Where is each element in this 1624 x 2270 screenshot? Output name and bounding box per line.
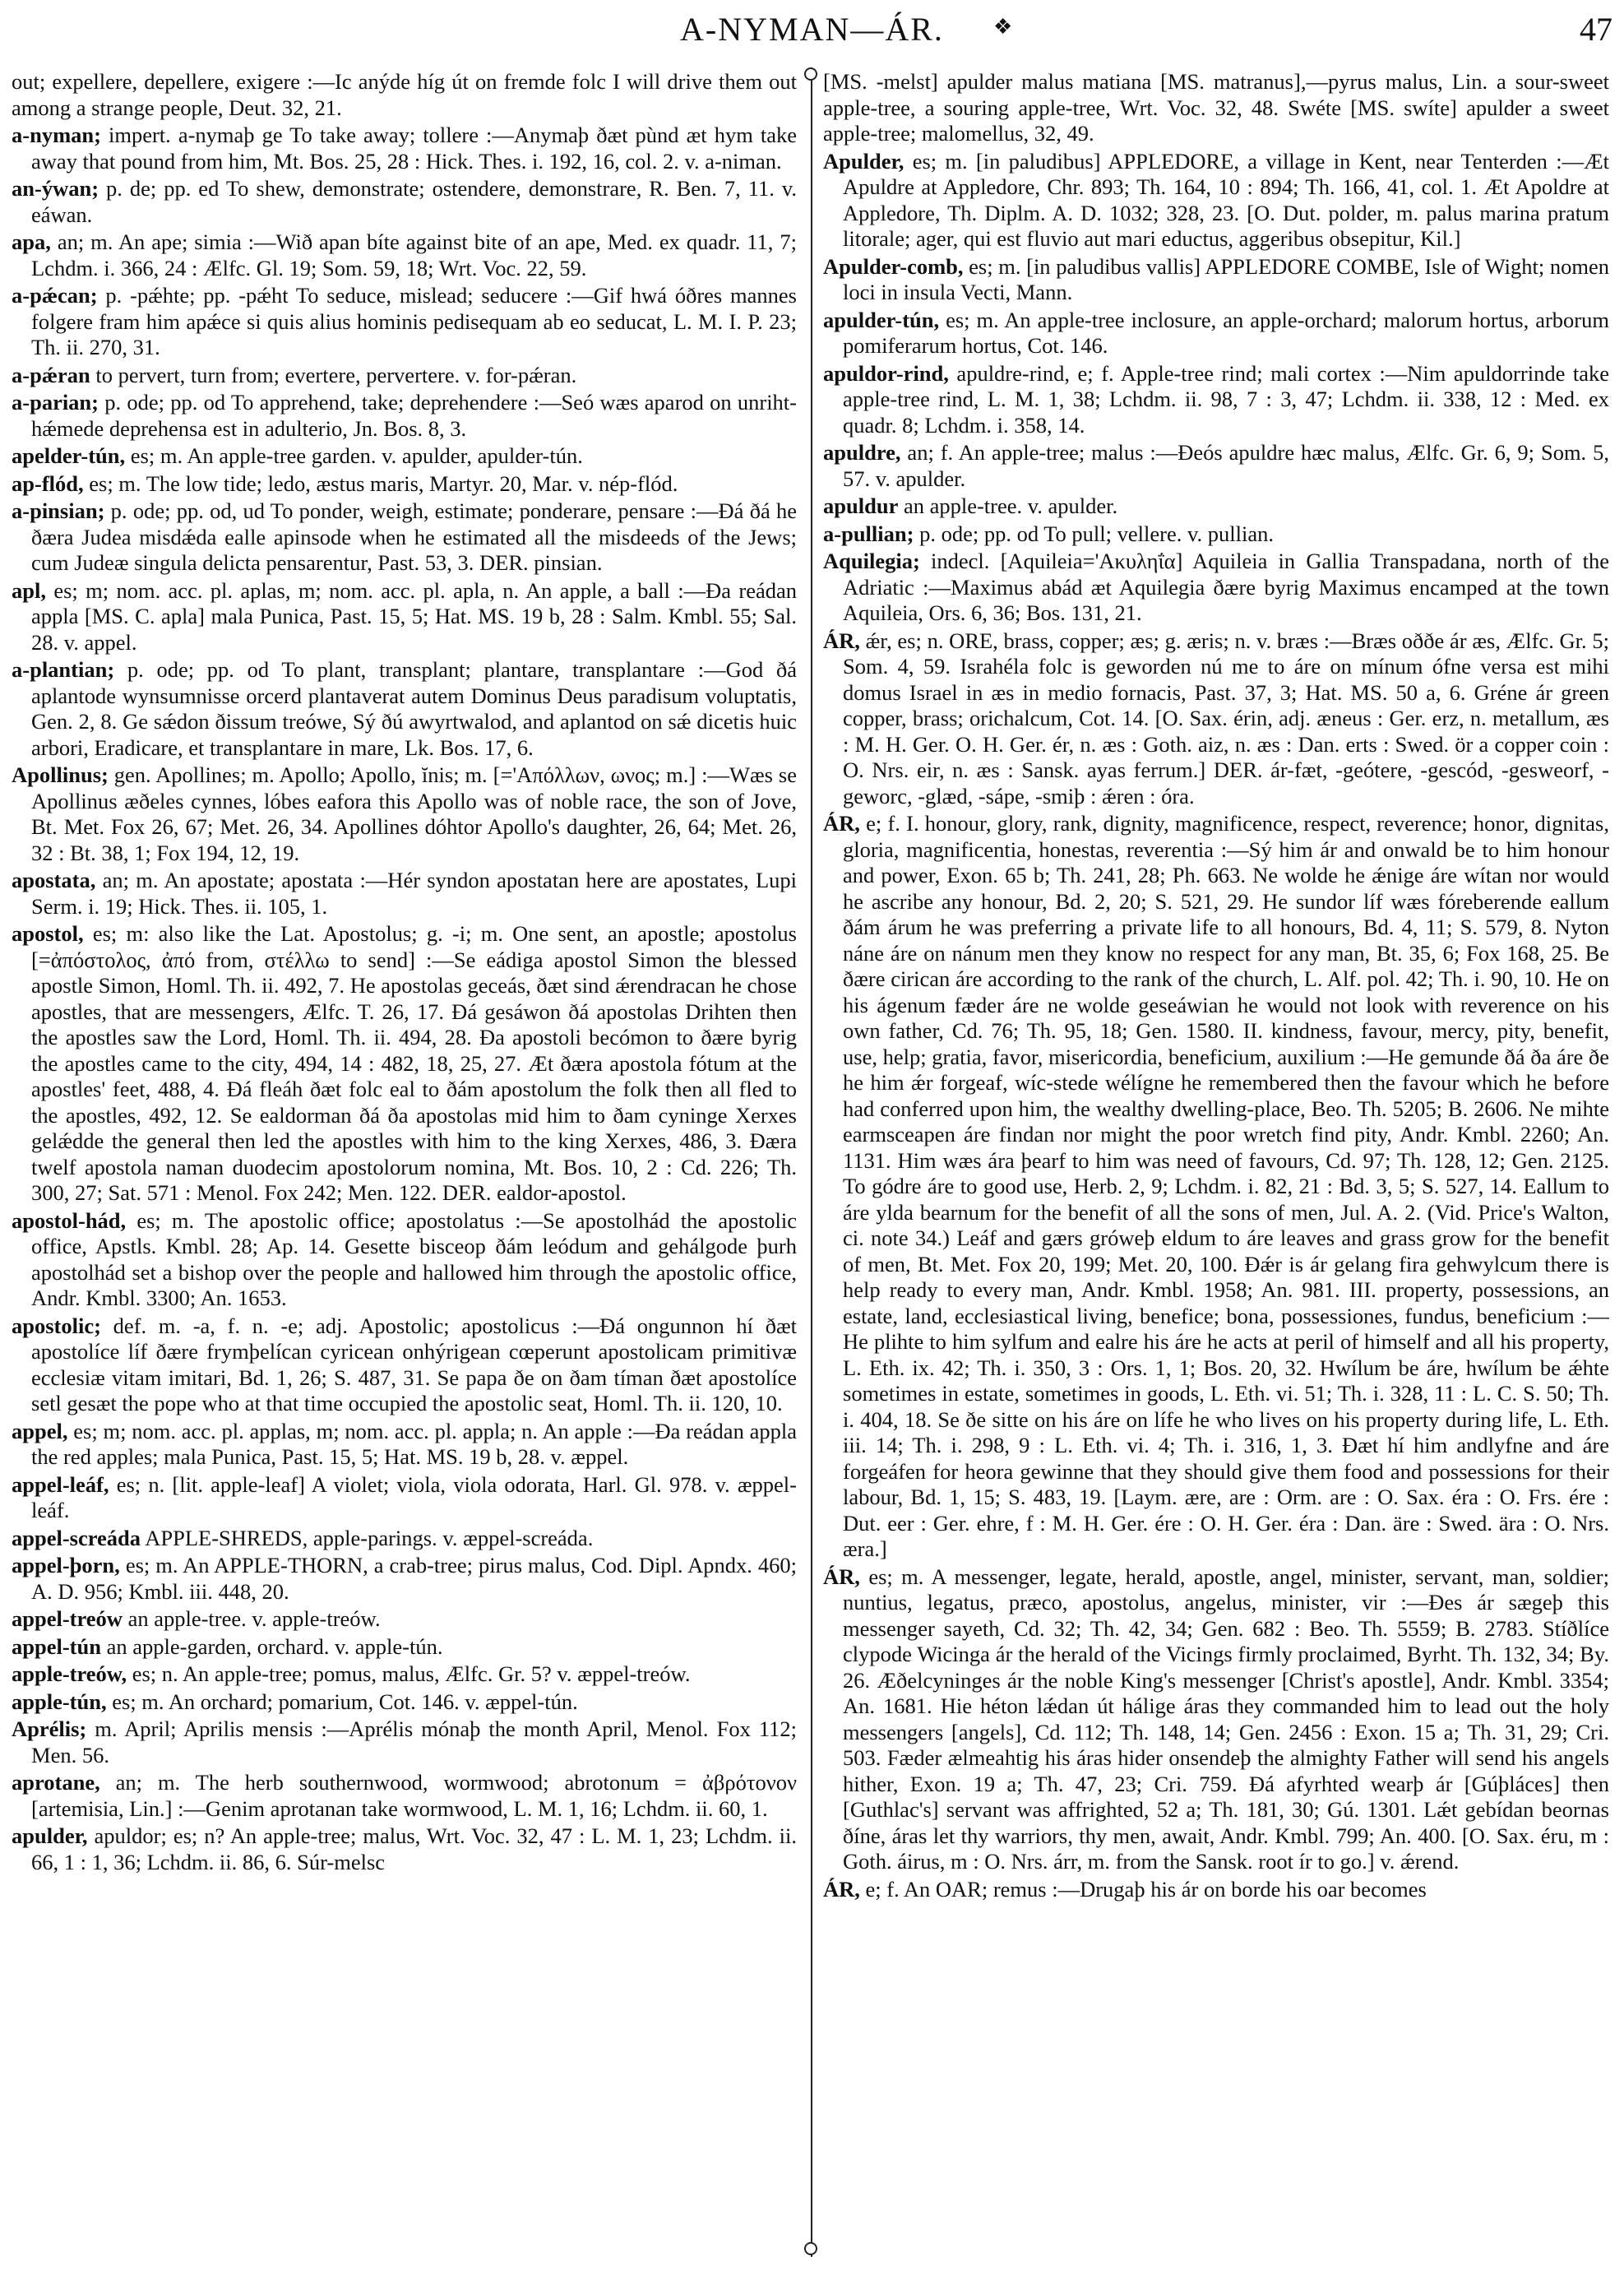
dictionary-entry <box>823 493 1609 520</box>
entry-headword: ÁR, <box>823 1564 860 1589</box>
entry-headword: apple-treów, <box>12 1661 127 1686</box>
dictionary-entry <box>12 229 797 281</box>
dictionary-entry <box>12 283 797 361</box>
entry-headword: apulder, <box>12 1823 88 1848</box>
dictionary-entry <box>12 498 797 577</box>
fleuron-ornament-icon: ❖ <box>993 15 1013 39</box>
entry-headword: appel-screáda <box>12 1525 141 1550</box>
dictionary-entry <box>12 471 797 498</box>
entry-definition: an; f. An apple-tree; malus :—Ðeós apuldre hæc malus, Ælfc. Gr. 6, 9; Som. 5, 57. v. apulder. <box>843 440 1609 491</box>
entry-headword: apl, <box>12 577 46 603</box>
entry-headword: a-pǽcan; <box>12 283 98 308</box>
entry-definition: apuldor; es; n? An apple-tree; malus, Wrt. Voc. 32, 47 : L. M. 1, 23; Lchdm. ii. 66, 1 : 1, 36; Lchdm. ii. 86, 6. Súr-melsc <box>31 1823 797 1874</box>
entry-headword: apostol, <box>12 921 84 946</box>
dictionary-entry <box>823 811 1609 1563</box>
dictionary-entry <box>823 628 1609 810</box>
dictionary-entry <box>12 921 797 1207</box>
entry-definition: p. ode; pp. od To plant, transplant; plantare, transplantare :—God ðá aplantode wynsumnisse orcerd plantaverat autem Dominus Deus paradisum voluptatis, Gen. 2, 8. Ge sǽdon ðissum treówe, Sý ðú awyrtwalod, and aplantod on sǽ dicetis huic arbori, Eradicare, et transplantare in mare, Lk. Bos. 17, 6. <box>31 657 797 760</box>
entry-headword: a-pullian; <box>823 521 914 546</box>
page-number: 47 <box>1580 11 1612 48</box>
dictionary-entry <box>12 1526 797 1552</box>
entry-definition: e; f. I. honour, glory, rank, dignity, magnificence, respect, reverence; honor, dignitas, gloria, magnificentia, honestas, reverentia :—Sý him ár and onwald be to him honour and power, Exon. 65 b; Th. 241, 28; Ph. 663. Ne wolde he ǽnige áre wítan nor would he ascribe any honour, Bd. 2, 20; S. 521, 29. He sundor líf wæs fóreberende eallum ðám árum he was preferring a private life to all honours, Bd. 4, 11; S. 579, 8. Nyton náne áre on nánum men they know no respect for any man, Bt. 35, 6; Fox 168, 25. Be ðære cirican áre according to the rank of the church, L. Alf. pol. 42; Th. i. 90, 10. He on his ágenum fæder áre ne wolde geseáwian he would not look with reverence on his own father, Cd. 76; Th. 95, 18; Gen. 1580. II. kindness, favour, mercy, pity, benefit, use, help; gratia, favor, misericordia, beneficium, auxilium :—He gemunde ðá ða áre ðe he him ǽr forgeaf, wíc-stede wélígne he remembered then the favour which he before had conferred upon him, the wealthy dwelling-place, Beo. Th. 5205; B. 2606. Ne mihte earmsceapen áre findan nor might the poor wretch find pity, Andr. Kmbl. 2260; An. 1131. Him wæs ára þearf to him was need of favours, Cd. 97; Th. 128, 12; Gen. 2125. To gódre áre to good use, Herb. 2, 9; Lchdm. i. 82, 21 : Bd. 3, 5; S. 527, 14. Eallum to áre ylda bearnum for the benefit of all the sons of men, Jul. A. 2. (Vid. Price's Walton, ci. note 34.) Leáf and gærs gróweþ eldum to áre leaves and grass grow for the benefit of men, Bt. Met. Fox 20, 199; Met. 20, 100. Ðǽr is ár gelang fira gehwylcum there is help ready to every man, Andr. Kmbl. 1958; An. 981. III. property, possessions, an estate, land, ecclesiastical living, benefice; bona, possessiones, fundus, beneficium :—He plihte to him sylfum and ealre his áre he acts at peril of himself and all his property, L. Eth. ix. 42; Th. i. 350, 3 : Ors. 1, 1; Bos. 20, 32. Hwílum be áre, hwílum be ǽhte sometimes in estate, sometimes in goods, L. Eth. vi. 51; Th. i. 328, 11 : L. C. S. 50; Th. i. 404, 18. Se ðe sitte on his áre on lífe he who lives on his property during life, L. Eth. iii. 14; Th. i. 298, 9 : L. Eth. vi. 4; Th. i. 316, 1, 3. Ðæt hí him andlyfne and áre forgeáfen for heora gewinne that they should give them food and possessions for their labour, Bd. 1, 15; S. 483, 19. [Laym. ære, are : Orm. are : O. Sax. éra : O. Frs. ére : Dut. eer : Ger. ehre, f : M. H. Ger. ére : O. H. Ger. éra : Dan. äre : Swed. ära : O. Nrs. æra.] <box>843 811 1609 1561</box>
dictionary-entry <box>823 149 1609 252</box>
entry-definition: p. -pǽhte; pp. -pǽht To seduce, mislead; seducere :—Gif hwá óðres mannes folgere fram him apǽce si quis alius hominis pedisequam ab eo seducat, L. M. I. P. 23; Th. ii. 270, 31. <box>31 283 797 359</box>
right-column <box>823 69 1609 2257</box>
entry-headword: apostata, <box>12 868 96 892</box>
dictionary-entry <box>12 1208 797 1312</box>
entry-definition: out; expellere, depellere, exigere :—Ic anýde híg út on fremde folc I will drive them out among a strange people, Deut. 32, 21. <box>12 69 797 120</box>
entry-headword: an-ýwan; <box>12 176 99 201</box>
dictionary-entry <box>12 176 797 228</box>
dictionary-entry <box>12 1716 797 1768</box>
entry-definition: an apple-garden, orchard. v. apple-tún. <box>100 1633 443 1659</box>
entry-definition: es; m. An apple-tree garden. v. apulder, apulder-tún. <box>125 443 583 468</box>
entry-headword: appel-treów <box>12 1606 123 1631</box>
entry-definition: ǽr, es; n. ORE, brass, copper; æs; g. æris; n. v. bræs :—Bræs oððe ár æs, Ælfc. Gr. 5; Som. 4, 59. Israhéla folc is geworden nú me to áre on mínum ófne versa est mihi domus Israel in æs in medio fornacis, Past. 37, 3; Hat. MS. 50 a, 6. Gréne ár green copper, brass; orichalcum, Cot. 14. [O. Sax. érin, adj. æneus : Ger. erz, n. metallum, æs : M. H. Ger. O. H. Ger. ér, n. æs : Goth. aiz, n. æs : Dan. erts : Swed. ör a copper coin : O. Nrs. eir, n. æs : Sansk. ayas ferrum.] DER. ár-fæt, -geótere, -gescód, -gesweorf, -geworc, -glæd, -sápe, -smiþ : ǽren : óra. <box>843 628 1609 808</box>
entry-definition: APPLE-SHREDS, apple-parings. v. æppel-screáda. <box>141 1525 594 1550</box>
entry-definition: m. April; Aprilis mensis :—Aprélis mónaþ the month April, Menol. Fox 112; Men. 56. <box>31 1716 797 1767</box>
entry-headword: a-parian; <box>12 390 99 415</box>
entry-definition: gen. Apollines; m. Apollo; Apollo, ĭnis; m. [='Απόλλων, ωνος; m.] :—Wæs se Apollinus æðeles cynnes, lóbes eafora this Apollo was of noble race, the son of Jove, Bt. Met. Fox 26, 67; Met. 26, 34. Apollines dóhtor Apollo's daughter, 26, 64; Met. 26, 32 : Bt. 38, 1; Fox 194, 12, 19. <box>31 762 797 865</box>
entry-definition: an; m. The herb southernwood, wormwood; abrotonum = ἀβρότονον [artemisia, Lin.] :—Genim aprotanan take wormwood, L. M. 1, 16; Lchdm. ii. 60, 1. <box>31 1770 797 1821</box>
dictionary-entry <box>12 1313 797 1417</box>
entry-definition: es; m. The low tide; ledo, æstus maris, Martyr. 20, Mar. v. nép-flód. <box>83 470 678 496</box>
entry-headword: ÁR, <box>823 811 860 836</box>
entry-headword: apostol-hád, <box>12 1207 127 1233</box>
entry-definition: es; n. [lit. apple-leaf] A violet; viola, viola odorata, Harl. Gl. 978. v. æppel-leáf. <box>31 1471 797 1522</box>
entry-headword: apostolic; <box>12 1313 101 1338</box>
entry-definition: es; m. An apple-tree inclosure, an apple-orchard; malorum hortus, arborum pomiferarum hortus, Cot. 146. <box>843 307 1609 358</box>
divider-bottom-ornament-icon <box>804 2242 817 2255</box>
dictionary-entry <box>823 1564 1609 1875</box>
entry-definition: an; m. An ape; simia :—Wið apan bíte against bite of an ape, Med. ex quadr. 11, 7; Lchdm. i. 366, 24 : Ælfc. Gl. 19; Som. 59, 18; Wrt. Voc. 22, 59. <box>31 229 797 280</box>
dictionary-entry <box>12 1661 797 1688</box>
entry-definition: es; m; nom. acc. pl. aplas, m; nom. acc. pl. apla, n. An apple, a ball :—Ða reádan appla [MS. C. apla] mala Punica, Past. 15, 5; Hat. MS. 19 b, 28 : Salm. Kmbl. 55; Sal. 28. v. appel. <box>31 577 797 655</box>
dictionary-entry <box>823 361 1609 439</box>
entry-definition: es; n. An apple-tree; pomus, malus, Ælfc. Gr. 5? v. æppel-treów. <box>127 1661 691 1686</box>
entry-definition: p. ode; pp. od To apprehend, take; deprehendere :—Seó wæs aparod on unriht-hǽmede deprehensa est in adulterio, Jn. Bos. 8, 3. <box>31 390 797 441</box>
dictionary-entry <box>12 1823 797 1875</box>
entry-headword: a-plantian; <box>12 657 115 682</box>
entry-headword: a-pinsian; <box>12 498 105 523</box>
dictionary-entry <box>12 1634 797 1661</box>
entry-headword: Aquilegia; <box>823 549 920 573</box>
entry-definition: es; m: also like the Lat. Apostolus; g. -i; m. One sent, an apostle; apostolus [=ἀπόστολος, ἀπό from, στέλλω to send] :—Se eádiga apostol Simon the blessed apostle Simon, Homl. Th. ii. 492, 7. He apostolas geceás, ðæt sind ǽrendracan he chose apostles, that are messengers, Ælfc. T. 26, 17. Ðá gesáwon ðá apostolas Drihten then the apostles saw the Lord, Homl. Th. ii. 494, 28. Ða apostoli becómon to ðære byrig the apostles came to the city, 494, 14 : 482, 18, 25, 27. Æt ðæra apostola fótum at the apostles' feet, 488, 4. Ðá fleáh ðæt folc eal to ðám apostolum the folk then all fled to the apostles, 492, 12. Se ealdorman ðá ða apostolas mid him to ðam cyninge Xerxes gelǽdde the general then led the apostles with him to the king Xerxes, 486, 3. Ðæra twelf apostola naman duodecim apostolorum nomina, Mt. Bos. 10, 2 : Cd. 226; Th. 300, 27; Sat. 571 : Menol. Fox 242; Men. 122. DER. ealdor-apostol. <box>31 921 797 1205</box>
entry-headword: ap-flód, <box>12 470 84 496</box>
entry-definition: apuldre-rind, e; f. Apple-tree rind; mali cortex :—Nim apuldorrinde take apple-tree rind, L. M. 1, 38; Lchdm. ii. 98, 7 : 3, 47; Lchdm. ii. 338, 12 : Med. ex quadr. 8; Lchdm. i. 358, 14. <box>843 360 1609 438</box>
entry-definition: es; m. The apostolic office; apostolatus :—Se apostolhád the apostolic office, Apstls. Kmbl. 28; Ap. 14. Gesette bisceop ðám leódum and gehálgode þurh apostolhád set a bishop over the people and hallowed him through the apostolic office, Andr. Kmbl. 3300; An. 1653. <box>31 1207 797 1310</box>
entry-definition: es; m. [in paludibus] APPLEDORE, a village in Kent, near Tenterden :—Æt Apuldre at Appledore, Chr. 893; Th. 164, 10 : 894; Th. 166, 41, col. 1. Æt Apoldre at Appledore, Th. Diplm. A. D. 1032; 328, 23. [O. Dut. polder, m. palus marina pratum litorale; ager, qui est fluvio aut mari eductus, aggeribus obsepitur, Kil.] <box>843 148 1609 251</box>
entry-definition: es; m. An APPLE-THORN, a crab-tree; pirus malus, Cod. Dipl. Apndx. 460; A. D. 956; Kmbl. iii. 448, 20. <box>31 1553 797 1604</box>
entry-definition: to pervert, turn from; evertere, pervertere. v. for-pǽran. <box>90 362 577 387</box>
entry-headword: appel-þorn, <box>12 1553 120 1577</box>
entry-headword: Apulder, <box>823 148 905 174</box>
dictionary-entry <box>823 69 1609 147</box>
entry-headword: Apulder-comb, <box>823 253 964 279</box>
dictionary-entry <box>12 1606 797 1633</box>
left-column <box>12 69 797 2257</box>
entry-definition: an apple-tree. v. apulder. <box>898 493 1118 518</box>
entry-definition: es; m. A messenger, legate, herald, apostle, angel, minister, servant, man, soldier; nuntius, legatus, præco, apostolus, angelus, minister, vir :—Ðes ár sægeþ this messenger sayeth, Cd. 32; Th. 42, 34; Gen. 682 : Beo. Th. 5559; B. 2783. Stíðlíce clypode Wicinga ár the herald of the Vicings firmly proclaimed, Byrht. Th. 132, 34; By. 26. Æðelcyninges ár the noble King's messenger [Christ's apostle], Andr. Kmbl. 3354; An. 1681. Hie héton lǽdan út hálige áras they commanded him to lead out the holy messengers [angels], Cd. 112; Th. 148, 14; Gen. 2456 : Exon. 15 a; Th. 31, 29; Cri. 503. Fæder ælmeahtig his áras hider onsendeþ the almighty Father will send his angels hither, Exon. 19 a; Th. 47, 23; Cri. 759. Ðá afyrhted wearþ ár [Gúþláces] then [Guthlac's] servant was affrighted, 52 a; Th. 181, 30; Gú. 1301. Lǽt gebídan beornas ðíne, áras let thy warriors, thy men, await, Andr. Kmbl. 799; An. 400. [O. Sax. éru, m : Goth. áirus, m : O. Nrs. árr, m. from the Sansk. root ír to go.] v. ǽrend. <box>843 1564 1609 1874</box>
entry-definition: p. ode; pp. od To pull; vellere. v. pullian. <box>914 521 1274 546</box>
entry-definition: def. m. -a, f. n. -e; adj. Apostolic; apostolicus :—Ðá ongunnon hí ðæt apostolíce líf ðære frymþelícan cyricean onhýrigean cœperunt apostolicam primitivæ ecclesiæ vitam imitari, Bd. 1, 26; S. 487, 31. Se papa ðe on ðam tíman ðæt apostolíce setl gesæt the pope who at that time occupied the apostolic seat, Homl. Th. ii. 120, 10. <box>31 1313 797 1415</box>
entry-definition: [MS. -melst] apulder malus matiana [MS. matranus],—pyrus malus, Lin. a sour-sweet apple-tree, a souring apple-tree, Wrt. Voc. 32, 48. Swéte [MS. swíte] apulder a sweet apple-tree; malomellus, 32, 49. <box>823 69 1609 146</box>
entry-headword: apuldre, <box>823 440 901 465</box>
entry-definition: an apple-tree. v. apple-treów. <box>122 1606 381 1631</box>
running-title: A-NYMAN—ÁR. <box>680 11 944 48</box>
entry-headword: appel, <box>12 1418 68 1443</box>
dictionary-entry <box>12 123 797 174</box>
entry-definition: es; m; nom. acc. pl. applas, m; nom. acc. pl. appla; n. An apple :—Ða reádan appla the red apples; mala Punica, Past. 15, 5; Hat. MS. 19 b, 28. v. æppel. <box>31 1418 797 1469</box>
dictionary-entry <box>823 308 1609 359</box>
entry-headword: apa, <box>12 229 51 254</box>
entry-headword: apuldur <box>823 493 899 518</box>
entry-headword: appel-leáf, <box>12 1471 109 1497</box>
dictionary-entry <box>12 443 797 470</box>
entry-definition: indecl. [Aquileia='Ακυληΐα] Aquileia in Gallia Transpadana, north of the Adriatic :—Maximus abád æt Aquilegia ðære byrig Maximus encamped at the town Aquileia, Ors. 6, 36; Bos. 131, 21. <box>843 549 1609 625</box>
dictionary-entry <box>12 762 797 866</box>
dictionary-entry <box>12 363 797 389</box>
entry-headword: Apollinus; <box>12 762 109 787</box>
entry-definition: p. ode; pp. od, ud To ponder, weigh, estimate; ponderare, pensare :—Ðá ðá he ðæra Judea misdǽda ealle apinsode when he estimated all the misdeeds of the Jews; cum Judeæ singula delicta pensarentur, Past. 53, 3. DER. pinsian. <box>31 498 797 575</box>
divider-top-ornament-icon <box>804 67 817 81</box>
entry-headword: apelder-tún, <box>12 443 126 468</box>
column-divider <box>811 69 812 2257</box>
dictionary-entry <box>823 440 1609 492</box>
entry-headword: apulder-tún, <box>823 307 940 332</box>
dictionary-entry <box>12 1472 797 1524</box>
dictionary-entry <box>12 657 797 761</box>
entry-headword: aprotane, <box>12 1770 100 1795</box>
entry-headword: Aprélis; <box>12 1716 87 1741</box>
entry-definition: e; f. An OAR; remus :—Drugaþ his ár on borde his oar becomes <box>859 1876 1427 1902</box>
entry-headword: apple-tún, <box>12 1689 107 1714</box>
dictionary-entry <box>12 1770 797 1822</box>
dictionary-entry <box>12 1553 797 1605</box>
dictionary-entry <box>823 549 1609 627</box>
entry-headword: ÁR, <box>823 628 860 653</box>
entry-headword: a-pǽran <box>12 362 90 387</box>
dictionary-entry <box>12 1419 797 1471</box>
dictionary-entry <box>12 578 797 656</box>
entry-definition: es; m. An orchard; pomarium, Cot. 146. v. æppel-tún. <box>106 1689 578 1714</box>
page-header <box>0 0 1624 59</box>
dictionary-entry <box>12 69 797 121</box>
dictionary-entry <box>823 1877 1609 1903</box>
entry-definition: an; m. An apostate; apostata :—Hér syndon apostatan here are apostates, Lupi Serm. i. 19; Hick. Thes. ii. 105, 1. <box>31 868 797 919</box>
entry-definition: p. de; pp. ed To shew, demonstrate; ostendere, demonstrare, R. Ben. 7, 11. v. eáwan. <box>31 176 797 227</box>
entry-definition: es; m. [in paludibus vallis] APPLEDORE COMBE, Isle of Wight; nomen loci in insula Vecti, Mann. <box>843 253 1609 304</box>
dictionary-entry <box>823 521 1609 548</box>
entry-headword: apuldor-rind, <box>823 360 949 386</box>
dictionary-entry <box>12 390 797 442</box>
entry-headword: appel-tún <box>12 1633 101 1659</box>
dictionary-entry <box>823 254 1609 306</box>
entry-definition: impert. a-nymaþ ge To take away; tollere :—Anymaþ ðæt pùnd æt hym take away that pound from him, Mt. Bos. 25, 28 : Hick. Thes. i. 192, 16, col. 2. v. a-niman. <box>31 123 797 174</box>
entry-headword: a-nyman; <box>12 123 101 147</box>
dictionary-entry <box>12 1689 797 1716</box>
entry-headword: ÁR, <box>823 1876 860 1902</box>
dictionary-entry <box>12 868 797 920</box>
